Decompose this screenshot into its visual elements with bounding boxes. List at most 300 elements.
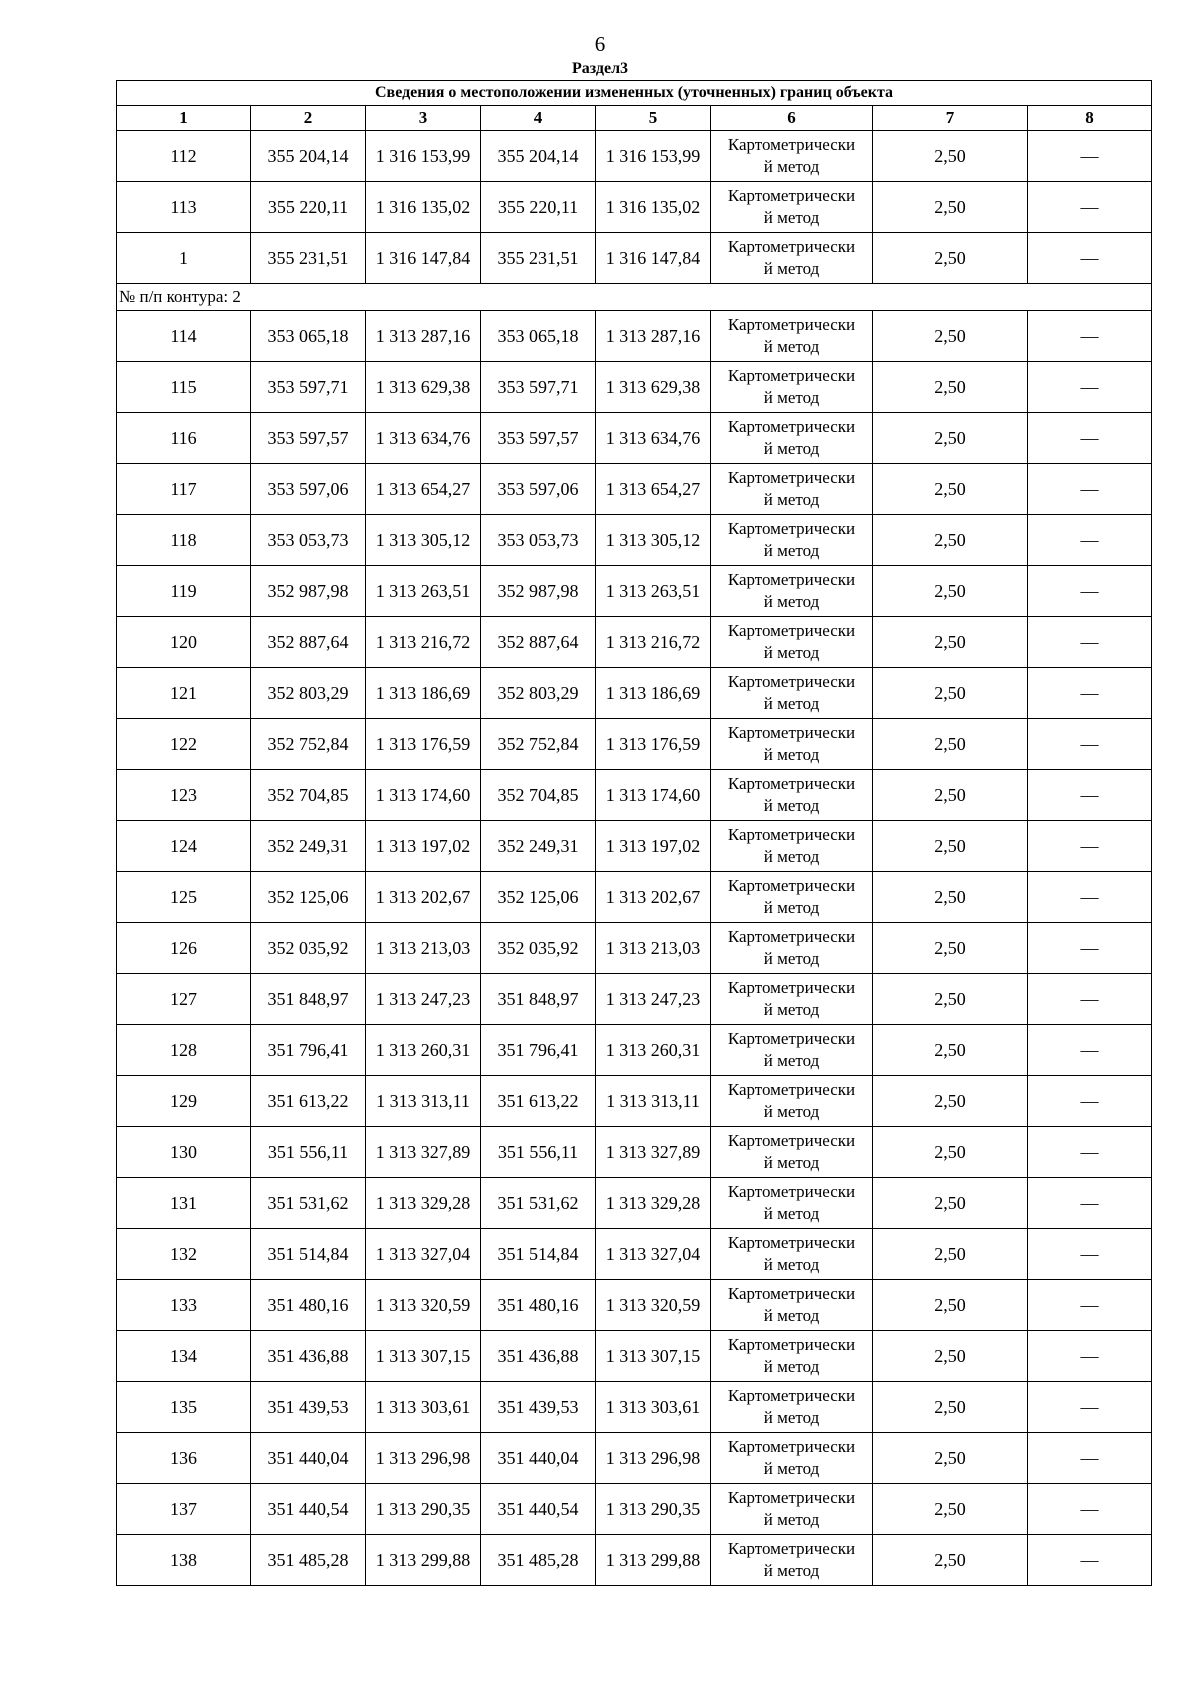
x-cell: 352 752,84	[251, 719, 366, 770]
method-text-line1: Картометрически	[727, 1233, 856, 1252]
point-number-cell: 133	[117, 1280, 251, 1331]
accuracy-cell: 2,50	[873, 131, 1028, 182]
table-row	[117, 1331, 1152, 1382]
y-cell: 1 316 153,99	[366, 131, 481, 182]
description-cell: —	[1028, 1331, 1152, 1382]
x-cell: 351 440,54	[251, 1484, 366, 1535]
method-text-line2: й метод	[763, 1459, 820, 1478]
x-cell: 352 987,98	[481, 566, 596, 617]
y-cell: 1 313 654,27	[596, 464, 711, 515]
point-number-cell: 123	[117, 770, 251, 821]
method-text-line2: й метод	[763, 1510, 820, 1529]
x-cell: 351 436,88	[251, 1331, 366, 1382]
y-cell: 1 313 629,38	[596, 362, 711, 413]
description-cell: —	[1028, 413, 1152, 464]
y-cell: 1 313 296,98	[366, 1433, 481, 1484]
y-cell: 1 313 327,04	[596, 1229, 711, 1280]
table-row	[117, 974, 1152, 1025]
x-cell: 351 436,88	[481, 1331, 596, 1382]
accuracy-cell: 2,50	[873, 413, 1028, 464]
description-cell: —	[1028, 1535, 1152, 1586]
point-number-cell: 122	[117, 719, 251, 770]
x-cell: 351 439,53	[251, 1382, 366, 1433]
x-cell: 352 704,85	[251, 770, 366, 821]
method-text-line1: Картометрически	[727, 1335, 856, 1354]
accuracy-cell: 2,50	[873, 1025, 1028, 1076]
y-cell: 1 313 307,15	[596, 1331, 711, 1382]
table-caption-row	[117, 81, 1152, 106]
x-cell: 351 556,11	[481, 1127, 596, 1178]
description-cell: —	[1028, 974, 1152, 1025]
method-text-line2: й метод	[763, 1051, 820, 1070]
method-text-line2: й метод	[763, 847, 820, 866]
x-cell: 355 220,11	[481, 182, 596, 233]
x-cell: 351 480,16	[481, 1280, 596, 1331]
y-cell: 1 313 216,72	[596, 617, 711, 668]
y-cell: 1 313 213,03	[596, 923, 711, 974]
point-number-cell: 119	[117, 566, 251, 617]
method-cell	[711, 131, 873, 182]
y-cell: 1 313 260,31	[366, 1025, 481, 1076]
method-cell	[711, 668, 873, 719]
column-header-row	[117, 106, 1152, 131]
x-cell: 352 887,64	[251, 617, 366, 668]
x-cell: 352 035,92	[481, 923, 596, 974]
accuracy-cell: 2,50	[873, 1178, 1028, 1229]
contour-label: № п/п контура: 2	[117, 284, 1152, 311]
method-text-line2: й метод	[763, 1357, 820, 1376]
method-text-line1: Картометрически	[727, 468, 856, 487]
method-cell	[711, 1382, 873, 1433]
method-text-line1: Картометрически	[727, 1284, 856, 1303]
y-cell: 1 313 329,28	[366, 1178, 481, 1229]
table-row	[117, 872, 1152, 923]
method-text-line1: Картометрически	[727, 135, 856, 154]
method-cell	[711, 311, 873, 362]
method-text-line1: Картометрически	[727, 1437, 856, 1456]
x-cell: 355 204,14	[481, 131, 596, 182]
point-number-cell: 138	[117, 1535, 251, 1586]
method-cell	[711, 821, 873, 872]
point-number-cell: 135	[117, 1382, 251, 1433]
method-text-line1: Картометрически	[727, 978, 856, 997]
method-text-line2: й метод	[763, 490, 820, 509]
point-number-cell: 137	[117, 1484, 251, 1535]
y-cell: 1 313 296,98	[596, 1433, 711, 1484]
accuracy-cell: 2,50	[873, 1229, 1028, 1280]
contour-row	[117, 284, 1152, 311]
x-cell: 353 597,57	[251, 413, 366, 464]
y-cell: 1 313 260,31	[596, 1025, 711, 1076]
x-cell: 353 597,06	[251, 464, 366, 515]
y-cell: 1 313 327,89	[366, 1127, 481, 1178]
y-cell: 1 313 307,15	[366, 1331, 481, 1382]
point-number-cell: 131	[117, 1178, 251, 1229]
description-cell: —	[1028, 131, 1152, 182]
x-cell: 352 125,06	[251, 872, 366, 923]
y-cell: 1 313 186,69	[366, 668, 481, 719]
table-row	[117, 1382, 1152, 1433]
x-cell: 351 531,62	[481, 1178, 596, 1229]
y-cell: 1 313 329,28	[596, 1178, 711, 1229]
accuracy-cell: 2,50	[873, 617, 1028, 668]
y-cell: 1 313 202,67	[596, 872, 711, 923]
method-text-line1: Картометрически	[727, 1182, 856, 1201]
method-text-line1: Картометрически	[727, 417, 856, 436]
accuracy-cell: 2,50	[873, 311, 1028, 362]
method-text-line2: й метод	[763, 157, 820, 176]
method-cell	[711, 413, 873, 464]
x-cell: 351 514,84	[481, 1229, 596, 1280]
point-number-cell: 130	[117, 1127, 251, 1178]
method-text-line1: Картометрически	[727, 723, 856, 742]
description-cell: —	[1028, 1076, 1152, 1127]
table-row	[117, 131, 1152, 182]
table-row	[117, 1433, 1152, 1484]
y-cell: 1 316 135,02	[366, 182, 481, 233]
coordinates-table	[116, 80, 1152, 1586]
x-cell: 353 065,18	[251, 311, 366, 362]
y-cell: 1 316 147,84	[596, 233, 711, 284]
method-text-line2: й метод	[763, 1204, 820, 1223]
description-cell: —	[1028, 233, 1152, 284]
method-cell	[711, 362, 873, 413]
accuracy-cell: 2,50	[873, 668, 1028, 719]
method-cell	[711, 566, 873, 617]
method-text-line2: й метод	[763, 1255, 820, 1274]
table-row	[117, 362, 1152, 413]
point-number-cell: 132	[117, 1229, 251, 1280]
x-cell: 351 440,04	[251, 1433, 366, 1484]
accuracy-cell: 2,50	[873, 974, 1028, 1025]
method-text-line2: й метод	[763, 541, 820, 560]
method-text-line1: Картометрически	[727, 1386, 856, 1405]
description-cell: —	[1028, 668, 1152, 719]
table-row	[117, 413, 1152, 464]
y-cell: 1 313 299,88	[366, 1535, 481, 1586]
table-row	[117, 1484, 1152, 1535]
x-cell: 351 485,28	[251, 1535, 366, 1586]
y-cell: 1 313 303,61	[596, 1382, 711, 1433]
table-row	[117, 515, 1152, 566]
method-text-line1: Картометрически	[727, 1080, 856, 1099]
method-text-line1: Картометрически	[727, 774, 856, 793]
x-cell: 352 803,29	[251, 668, 366, 719]
method-cell	[711, 1076, 873, 1127]
point-number-cell: 1	[117, 233, 251, 284]
point-number-cell: 115	[117, 362, 251, 413]
method-text-line2: й метод	[763, 208, 820, 227]
y-cell: 1 313 290,35	[596, 1484, 711, 1535]
method-text-line1: Картометрически	[727, 876, 856, 895]
table-row	[117, 1280, 1152, 1331]
column-header: 3	[366, 106, 481, 131]
table-row	[117, 719, 1152, 770]
x-cell: 353 597,06	[481, 464, 596, 515]
description-cell: —	[1028, 1484, 1152, 1535]
y-cell: 1 313 320,59	[596, 1280, 711, 1331]
x-cell: 353 597,57	[481, 413, 596, 464]
method-text-line2: й метод	[763, 439, 820, 458]
x-cell: 352 887,64	[481, 617, 596, 668]
accuracy-cell: 2,50	[873, 362, 1028, 413]
description-cell: —	[1028, 1433, 1152, 1484]
description-cell: —	[1028, 1229, 1152, 1280]
method-text-line2: й метод	[763, 592, 820, 611]
table-row	[117, 770, 1152, 821]
x-cell: 351 613,22	[251, 1076, 366, 1127]
y-cell: 1 313 320,59	[366, 1280, 481, 1331]
table-row	[117, 668, 1152, 719]
x-cell: 351 848,97	[251, 974, 366, 1025]
x-cell: 352 249,31	[481, 821, 596, 872]
accuracy-cell: 2,50	[873, 233, 1028, 284]
x-cell: 351 440,04	[481, 1433, 596, 1484]
method-text-line2: й метод	[763, 1306, 820, 1325]
method-cell	[711, 464, 873, 515]
y-cell: 1 313 176,59	[596, 719, 711, 770]
y-cell: 1 313 305,12	[366, 515, 481, 566]
column-header: 4	[481, 106, 596, 131]
point-number-cell: 128	[117, 1025, 251, 1076]
method-cell	[711, 1280, 873, 1331]
method-text-line1: Картометрически	[727, 1131, 856, 1150]
table-row	[117, 311, 1152, 362]
x-cell: 352 752,84	[481, 719, 596, 770]
point-number-cell: 121	[117, 668, 251, 719]
method-text-line2: й метод	[763, 898, 820, 917]
y-cell: 1 313 263,51	[596, 566, 711, 617]
column-header: 5	[596, 106, 711, 131]
y-cell: 1 313 629,38	[366, 362, 481, 413]
description-cell: —	[1028, 362, 1152, 413]
accuracy-cell: 2,50	[873, 1433, 1028, 1484]
method-cell	[711, 974, 873, 1025]
accuracy-cell: 2,50	[873, 182, 1028, 233]
y-cell: 1 313 287,16	[596, 311, 711, 362]
method-cell	[711, 923, 873, 974]
method-text-line1: Картометрически	[727, 1029, 856, 1048]
point-number-cell: 129	[117, 1076, 251, 1127]
accuracy-cell: 2,50	[873, 1484, 1028, 1535]
table-row	[117, 1076, 1152, 1127]
y-cell: 1 316 153,99	[596, 131, 711, 182]
point-number-cell: 114	[117, 311, 251, 362]
y-cell: 1 313 305,12	[596, 515, 711, 566]
y-cell: 1 313 299,88	[596, 1535, 711, 1586]
accuracy-cell: 2,50	[873, 1535, 1028, 1586]
accuracy-cell: 2,50	[873, 872, 1028, 923]
x-cell: 351 531,62	[251, 1178, 366, 1229]
method-cell	[711, 1025, 873, 1076]
y-cell: 1 313 197,02	[596, 821, 711, 872]
x-cell: 351 848,97	[481, 974, 596, 1025]
method-cell	[711, 872, 873, 923]
method-cell	[711, 182, 873, 233]
method-cell	[711, 1484, 873, 1535]
method-text-line2: й метод	[763, 1408, 820, 1427]
x-cell: 355 204,14	[251, 131, 366, 182]
method-text-line2: й метод	[763, 643, 820, 662]
accuracy-cell: 2,50	[873, 923, 1028, 974]
x-cell: 352 803,29	[481, 668, 596, 719]
y-cell: 1 313 287,16	[366, 311, 481, 362]
method-text-line1: Картометрически	[727, 186, 856, 205]
accuracy-cell: 2,50	[873, 515, 1028, 566]
x-cell: 352 035,92	[251, 923, 366, 974]
x-cell: 351 556,11	[251, 1127, 366, 1178]
x-cell: 351 613,22	[481, 1076, 596, 1127]
column-header: 1	[117, 106, 251, 131]
table-row	[117, 1025, 1152, 1076]
y-cell: 1 313 186,69	[596, 668, 711, 719]
x-cell: 351 796,41	[481, 1025, 596, 1076]
point-number-cell: 117	[117, 464, 251, 515]
x-cell: 351 480,16	[251, 1280, 366, 1331]
y-cell: 1 313 263,51	[366, 566, 481, 617]
y-cell: 1 313 174,60	[596, 770, 711, 821]
method-cell	[711, 719, 873, 770]
column-header: 7	[873, 106, 1028, 131]
y-cell: 1 313 327,89	[596, 1127, 711, 1178]
method-cell	[711, 1127, 873, 1178]
x-cell: 351 514,84	[251, 1229, 366, 1280]
y-cell: 1 316 147,84	[366, 233, 481, 284]
y-cell: 1 313 202,67	[366, 872, 481, 923]
point-number-cell: 112	[117, 131, 251, 182]
x-cell: 351 439,53	[481, 1382, 596, 1433]
method-cell	[711, 515, 873, 566]
accuracy-cell: 2,50	[873, 464, 1028, 515]
table-row	[117, 1535, 1152, 1586]
y-cell: 1 313 634,76	[366, 413, 481, 464]
y-cell: 1 313 176,59	[366, 719, 481, 770]
y-cell: 1 313 634,76	[596, 413, 711, 464]
point-number-cell: 125	[117, 872, 251, 923]
x-cell: 352 987,98	[251, 566, 366, 617]
point-number-cell: 134	[117, 1331, 251, 1382]
description-cell: —	[1028, 1280, 1152, 1331]
table-caption: Сведения о местоположении измененных (уточненных) границ объекта	[117, 81, 1152, 106]
method-text-line1: Картометрически	[727, 927, 856, 946]
x-cell: 353 597,71	[481, 362, 596, 413]
method-text-line2: й метод	[763, 259, 820, 278]
method-text-line2: й метод	[763, 388, 820, 407]
x-cell: 351 440,54	[481, 1484, 596, 1535]
y-cell: 1 313 303,61	[366, 1382, 481, 1433]
accuracy-cell: 2,50	[873, 1127, 1028, 1178]
method-text-line1: Картометрически	[727, 237, 856, 256]
method-text-line1: Картометрически	[727, 1488, 856, 1507]
method-cell	[711, 1433, 873, 1484]
description-cell: —	[1028, 617, 1152, 668]
method-text-line1: Картометрически	[727, 519, 856, 538]
point-number-cell: 136	[117, 1433, 251, 1484]
page-number: 6	[594, 32, 606, 56]
x-cell: 352 125,06	[481, 872, 596, 923]
accuracy-cell: 2,50	[873, 719, 1028, 770]
table-row	[117, 566, 1152, 617]
method-text-line2: й метод	[763, 1153, 820, 1172]
description-cell: —	[1028, 515, 1152, 566]
description-cell: —	[1028, 566, 1152, 617]
method-text-line2: й метод	[763, 949, 820, 968]
method-text-line1: Картометрически	[727, 672, 856, 691]
table-row	[117, 821, 1152, 872]
x-cell: 352 249,31	[251, 821, 366, 872]
table-row	[117, 1229, 1152, 1280]
x-cell: 355 231,51	[251, 233, 366, 284]
description-cell: —	[1028, 311, 1152, 362]
method-cell	[711, 1229, 873, 1280]
y-cell: 1 313 290,35	[366, 1484, 481, 1535]
method-cell	[711, 233, 873, 284]
description-cell: —	[1028, 1025, 1152, 1076]
method-cell	[711, 1178, 873, 1229]
description-cell: —	[1028, 182, 1152, 233]
description-cell: —	[1028, 464, 1152, 515]
y-cell: 1 313 313,11	[596, 1076, 711, 1127]
point-number-cell: 124	[117, 821, 251, 872]
y-cell: 1 313 216,72	[366, 617, 481, 668]
x-cell: 353 065,18	[481, 311, 596, 362]
description-cell: —	[1028, 719, 1152, 770]
method-text-line2: й метод	[763, 1561, 820, 1580]
method-text-line2: й метод	[763, 796, 820, 815]
accuracy-cell: 2,50	[873, 1331, 1028, 1382]
description-cell: —	[1028, 923, 1152, 974]
section-title: Раздел3	[571, 60, 629, 77]
y-cell: 1 316 135,02	[596, 182, 711, 233]
description-cell: —	[1028, 821, 1152, 872]
method-text-line2: й метод	[763, 337, 820, 356]
method-text-line2: й метод	[763, 694, 820, 713]
y-cell: 1 313 213,03	[366, 923, 481, 974]
point-number-cell: 118	[117, 515, 251, 566]
table-row	[117, 464, 1152, 515]
method-cell	[711, 1535, 873, 1586]
method-text-line2: й метод	[763, 745, 820, 764]
description-cell: —	[1028, 770, 1152, 821]
accuracy-cell: 2,50	[873, 821, 1028, 872]
y-cell: 1 313 174,60	[366, 770, 481, 821]
method-text-line1: Картометрически	[727, 366, 856, 385]
method-text-line2: й метод	[763, 1000, 820, 1019]
x-cell: 351 796,41	[251, 1025, 366, 1076]
x-cell: 352 704,85	[481, 770, 596, 821]
description-cell: —	[1028, 1178, 1152, 1229]
table-row	[117, 182, 1152, 233]
method-cell	[711, 1331, 873, 1382]
method-cell	[711, 770, 873, 821]
x-cell: 351 485,28	[481, 1535, 596, 1586]
accuracy-cell: 2,50	[873, 1076, 1028, 1127]
point-number-cell: 116	[117, 413, 251, 464]
method-text-line1: Картометрически	[727, 1539, 856, 1558]
point-number-cell: 120	[117, 617, 251, 668]
description-cell: —	[1028, 1382, 1152, 1433]
point-number-cell: 127	[117, 974, 251, 1025]
y-cell: 1 313 247,23	[596, 974, 711, 1025]
table-row	[117, 1127, 1152, 1178]
description-cell: —	[1028, 1127, 1152, 1178]
column-header: 8	[1028, 106, 1152, 131]
column-header: 6	[711, 106, 873, 131]
y-cell: 1 313 654,27	[366, 464, 481, 515]
y-cell: 1 313 327,04	[366, 1229, 481, 1280]
method-text-line2: й метод	[763, 1102, 820, 1121]
y-cell: 1 313 197,02	[366, 821, 481, 872]
